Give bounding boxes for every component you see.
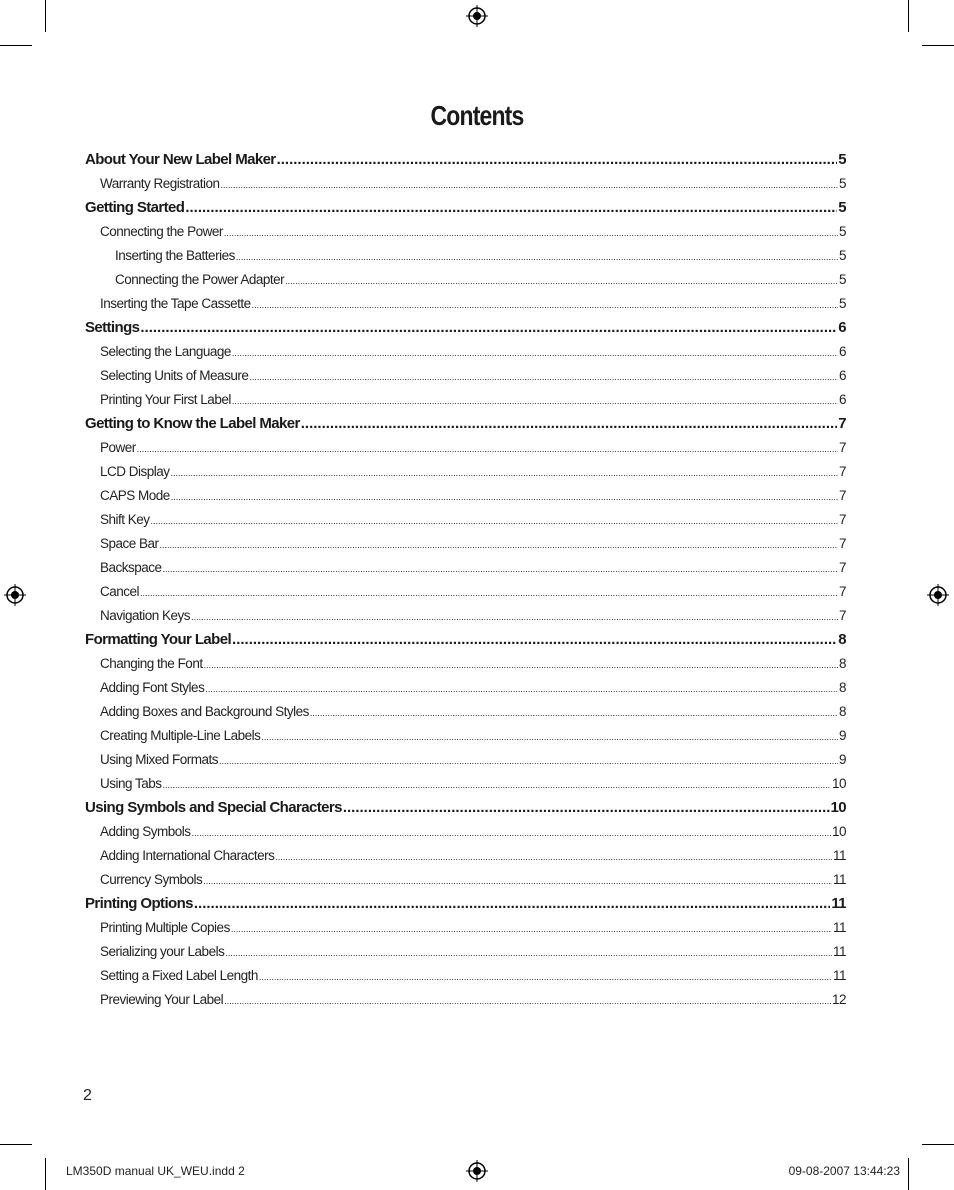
toc-entry bbox=[85, 988, 846, 1012]
toc-entry bbox=[85, 196, 846, 220]
toc-dot-leader bbox=[301, 412, 838, 436]
toc-entry bbox=[85, 916, 846, 940]
toc-entry bbox=[85, 532, 846, 556]
toc-entry-page: 6 bbox=[838, 319, 846, 336]
toc-entry bbox=[85, 460, 846, 484]
crop-mark-top-left-v bbox=[45, 0, 46, 32]
registration-mark-top-icon bbox=[466, 5, 488, 27]
toc-dot-leader bbox=[185, 196, 837, 220]
toc-entry-title: Selecting the Language bbox=[100, 344, 231, 359]
toc-dot-leader bbox=[259, 965, 832, 988]
crop-mark-top-right-v bbox=[908, 0, 909, 32]
toc-entry-title: Inserting the Batteries bbox=[115, 248, 235, 263]
toc-entry-title: Warranty Registration bbox=[100, 176, 220, 191]
toc-entry-page: 10 bbox=[831, 824, 846, 839]
toc-dot-leader bbox=[203, 869, 832, 892]
toc-entry bbox=[85, 796, 846, 820]
toc-entry bbox=[85, 844, 846, 868]
toc-entry bbox=[85, 676, 846, 700]
toc-entry-page: 6 bbox=[838, 344, 846, 359]
toc-entry-title: Shift Key bbox=[100, 512, 150, 527]
toc-entry-title: Adding International Characters bbox=[100, 848, 275, 863]
toc-entry-page: 7 bbox=[838, 464, 846, 479]
toc-entry-page: 7 bbox=[838, 415, 846, 432]
toc-dot-leader bbox=[231, 917, 832, 940]
toc-dot-leader bbox=[192, 821, 831, 844]
toc-dot-leader bbox=[224, 221, 838, 244]
toc-entry-page: 10 bbox=[831, 776, 846, 791]
toc-entry-title: Currency Symbols bbox=[100, 872, 203, 887]
toc-entry-title: Selecting Units of Measure bbox=[100, 368, 249, 383]
toc-entry-page: 11 bbox=[832, 872, 846, 887]
toc-entry-title: Adding Symbols bbox=[100, 824, 191, 839]
toc-dot-leader bbox=[221, 173, 838, 196]
toc-entry-title: Inserting the Tape Cassette bbox=[100, 296, 251, 311]
toc-dot-leader bbox=[224, 989, 831, 1012]
toc-dot-leader bbox=[171, 485, 838, 508]
toc-dot-leader bbox=[171, 461, 838, 484]
toc-entry-title: Using Mixed Formats bbox=[100, 752, 219, 767]
toc-dot-leader bbox=[205, 677, 838, 700]
toc-entry-page: 9 bbox=[838, 728, 846, 743]
crop-mark-top-left-h bbox=[0, 45, 32, 46]
toc-entry bbox=[85, 388, 846, 412]
toc-entry-title: Setting a Fixed Label Length bbox=[100, 968, 258, 983]
registration-mark-right-icon bbox=[927, 584, 949, 606]
toc-entry-page: 7 bbox=[838, 560, 846, 575]
toc-entry-title: Settings bbox=[85, 319, 140, 336]
toc-entry-title: Connecting the Power bbox=[100, 224, 223, 239]
toc-dot-leader bbox=[137, 437, 838, 460]
toc-entry-page: 6 bbox=[838, 368, 846, 383]
toc-dot-leader bbox=[140, 316, 837, 340]
toc-dot-leader bbox=[163, 557, 838, 580]
registration-mark-bottom-icon bbox=[466, 1160, 488, 1182]
toc-entry bbox=[85, 484, 846, 508]
toc-entry-title: Connecting the Power Adapter bbox=[115, 272, 285, 287]
toc-entry bbox=[85, 772, 846, 796]
toc-dot-leader bbox=[277, 148, 838, 172]
crop-mark-bottom-left-h bbox=[0, 1144, 32, 1145]
toc-dot-leader bbox=[252, 293, 838, 316]
footer-file-info: LM350D manual UK_WEU.indd 2 bbox=[66, 1164, 245, 1178]
toc-entry bbox=[85, 316, 846, 340]
toc-entry-title: Cancel bbox=[100, 584, 140, 599]
registration-mark-left-icon bbox=[4, 584, 26, 606]
toc-dot-leader bbox=[163, 773, 831, 796]
toc-entry-page: 5 bbox=[838, 199, 846, 216]
toc-entry bbox=[85, 364, 846, 388]
toc-entry-page: 9 bbox=[838, 752, 846, 767]
toc-entry-title: Navigation Keys bbox=[100, 608, 191, 623]
toc-dot-leader bbox=[310, 701, 838, 724]
toc-entry-page: 11 bbox=[832, 944, 846, 959]
crop-mark-top-right-h bbox=[922, 45, 954, 46]
toc-entry bbox=[85, 172, 846, 196]
toc-dot-leader bbox=[261, 725, 838, 748]
toc-entry-title: Using Symbols and Special Characters bbox=[85, 799, 342, 816]
toc-entry bbox=[85, 748, 846, 772]
toc-entry-page: 5 bbox=[838, 224, 846, 239]
toc-entry-title: Using Tabs bbox=[100, 776, 162, 791]
toc-entry-page: 5 bbox=[838, 272, 846, 287]
toc-entry-title: Adding Boxes and Background Styles bbox=[100, 704, 309, 719]
toc-dot-leader bbox=[343, 796, 830, 820]
toc-entry-page: 11 bbox=[832, 920, 846, 935]
toc-entry-page: 7 bbox=[838, 584, 846, 599]
toc-entry-title: Getting Started bbox=[85, 199, 185, 216]
toc-entry-title: Printing Options bbox=[85, 895, 193, 912]
toc-dot-leader bbox=[219, 749, 838, 772]
toc-dot-leader bbox=[160, 533, 838, 556]
toc-entry bbox=[85, 148, 846, 172]
toc-entry-page: 7 bbox=[838, 488, 846, 503]
toc-entry-page: 8 bbox=[838, 680, 846, 695]
toc-dot-leader bbox=[285, 269, 838, 292]
page-number: 2 bbox=[83, 1087, 92, 1104]
toc-entry-page: 7 bbox=[838, 536, 846, 551]
toc-entry-title: Adding Font Styles bbox=[100, 680, 205, 695]
toc-dot-leader bbox=[275, 845, 832, 868]
toc-entry-page: 12 bbox=[831, 992, 846, 1007]
toc-entry-title: Printing Your First Label bbox=[100, 392, 231, 407]
toc-entry bbox=[85, 628, 846, 652]
toc-entry-page: 5 bbox=[838, 296, 846, 311]
toc-entry-page: 5 bbox=[838, 248, 846, 263]
toc-entry-title: Getting to Know the Label Maker bbox=[85, 415, 300, 432]
toc-entry-page: 5 bbox=[838, 176, 846, 191]
toc-dot-leader bbox=[191, 605, 838, 628]
toc-entry-page: 8 bbox=[838, 704, 846, 719]
toc-dot-leader bbox=[225, 941, 832, 964]
toc-entry bbox=[85, 340, 846, 364]
toc-entry-title: Serializing your Labels bbox=[100, 944, 225, 959]
toc-entry-page: 8 bbox=[838, 631, 846, 648]
toc-entry bbox=[85, 892, 846, 916]
toc-dot-leader bbox=[232, 628, 837, 652]
toc-entry-page: 7 bbox=[838, 440, 846, 455]
crop-mark-bottom-right-v bbox=[908, 1158, 909, 1190]
toc-entry-page: 5 bbox=[838, 151, 846, 168]
footer-date-info: 09-08-2007 13:44:23 bbox=[788, 1164, 900, 1178]
toc-entry-page: 11 bbox=[832, 848, 846, 863]
toc-entry-page: 11 bbox=[831, 895, 846, 912]
toc-entry bbox=[85, 964, 846, 988]
toc-entry-title: Formatting Your Label bbox=[85, 631, 232, 648]
toc-entry bbox=[85, 556, 846, 580]
toc-dot-leader bbox=[249, 365, 838, 388]
toc-entry-page: 11 bbox=[832, 968, 846, 983]
toc-entry bbox=[85, 700, 846, 724]
toc-dot-leader bbox=[236, 245, 838, 268]
toc-entry bbox=[85, 268, 846, 292]
toc-entry-title: Changing the Font bbox=[100, 656, 203, 671]
table-of-contents bbox=[85, 148, 846, 1012]
toc-entry bbox=[85, 244, 846, 268]
page-title: Contents bbox=[430, 100, 524, 131]
toc-entry bbox=[85, 412, 846, 436]
toc-dot-leader bbox=[140, 581, 838, 604]
toc-entry-page: 6 bbox=[838, 392, 846, 407]
toc-dot-leader bbox=[232, 389, 838, 412]
toc-entry-title: Printing Multiple Copies bbox=[100, 920, 230, 935]
toc-entry bbox=[85, 868, 846, 892]
toc-entry bbox=[85, 940, 846, 964]
toc-entry bbox=[85, 580, 846, 604]
toc-dot-leader bbox=[204, 653, 838, 676]
toc-dot-leader bbox=[232, 341, 838, 364]
toc-entry-title: Space Bar bbox=[100, 536, 159, 551]
toc-entry bbox=[85, 436, 846, 460]
toc-dot-leader bbox=[194, 892, 830, 916]
toc-entry-title: Previewing Your Label bbox=[100, 992, 224, 1007]
toc-entry bbox=[85, 820, 846, 844]
toc-entry-page: 10 bbox=[830, 799, 846, 816]
toc-entry-title: LCD Display bbox=[100, 464, 170, 479]
toc-entry bbox=[85, 604, 846, 628]
toc-dot-leader bbox=[151, 509, 838, 532]
toc-entry-title: Backspace bbox=[100, 560, 162, 575]
toc-entry bbox=[85, 220, 846, 244]
crop-mark-bottom-right-h bbox=[922, 1144, 954, 1145]
toc-entry-title: Power bbox=[100, 440, 136, 455]
toc-entry bbox=[85, 652, 846, 676]
toc-entry bbox=[85, 292, 846, 316]
toc-entry-page: 8 bbox=[838, 656, 846, 671]
toc-entry-page: 7 bbox=[838, 512, 846, 527]
toc-entry-title: Creating Multiple-Line Labels bbox=[100, 728, 261, 743]
toc-entry bbox=[85, 508, 846, 532]
toc-entry-title: About Your New Label Maker bbox=[85, 151, 276, 168]
crop-mark-bottom-left-v bbox=[45, 1158, 46, 1190]
toc-entry bbox=[85, 724, 846, 748]
toc-entry-title: CAPS Mode bbox=[100, 488, 170, 503]
toc-entry-page: 7 bbox=[838, 608, 846, 623]
